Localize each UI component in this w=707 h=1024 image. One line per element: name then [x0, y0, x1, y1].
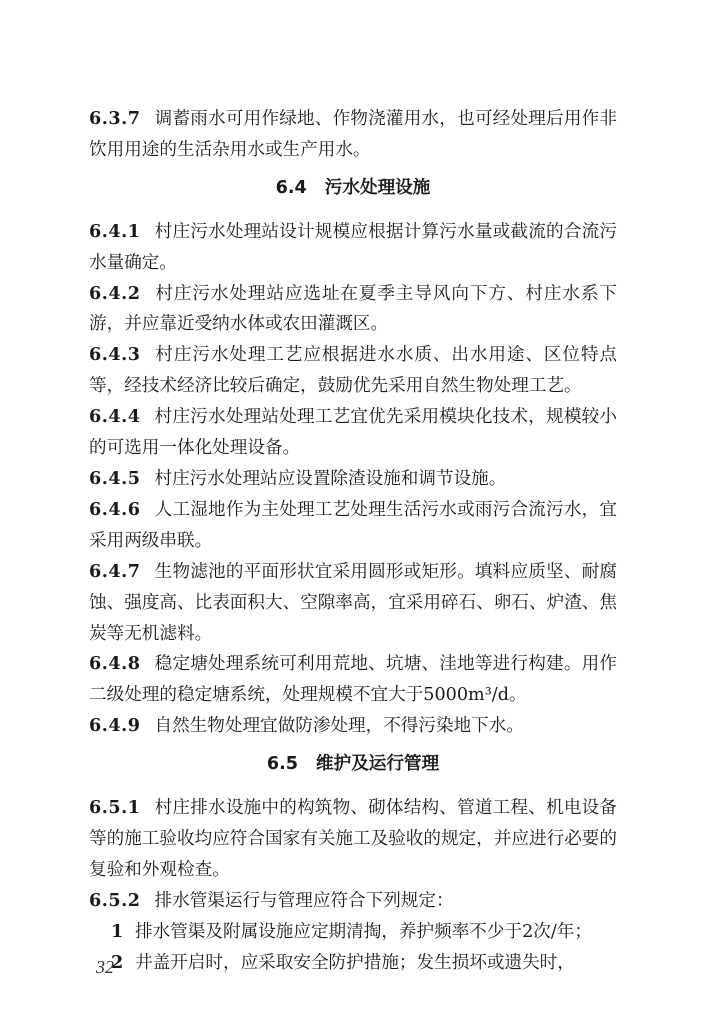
clause-6-4-1: [89, 217, 617, 279]
clause-6-5-2: [89, 886, 617, 917]
section-number: 6.4: [275, 177, 307, 198]
clause-number: 6.4.6: [89, 498, 141, 520]
clause-text: 村庄污水处理站应选址在夏季主导风向下方、村庄水系下游，并应靠近受纳水体或农田灌溉区。: [89, 283, 617, 335]
list-item: [89, 917, 617, 948]
clause-6-4-9: [89, 711, 617, 742]
clause-text: 稳定塘处理系统可利用荒地、坑塘、洼地等进行构建。用作二级处理的稳定塘系统，处理规模不宜大于5000m³/d。: [89, 654, 617, 706]
clause-text: 生物滤池的平面形状宜采用圆形或矩形。填料应质坚、耐腐蚀、强度高、比表面积大、空隙率高，宜采用碎石、卵石、炉渣、焦炭等无机滤料。: [89, 561, 617, 644]
clause-number: 6.4.2: [89, 282, 141, 304]
clause-6-4-4: [89, 402, 617, 464]
section-heading-6-4: [89, 173, 617, 204]
section-heading-6-5: [89, 749, 617, 780]
clause-text: 自然生物处理宜做防渗处理，不得污染地下水。: [154, 716, 524, 737]
clause-6-4-5: [89, 464, 617, 495]
section-number: 6.5: [266, 754, 298, 775]
clause-text: 村庄排水设施中的构筑物、砌体结构、管道工程、机电设备等的施工验收均应符合国家有关施工及验收的规定，并应进行必要的复验和外观检查。: [89, 798, 617, 880]
clause-number: 6.4.1: [89, 220, 141, 242]
clause-6-4-7: [89, 557, 617, 650]
clause-number: 6.4.4: [89, 406, 141, 428]
clause-text: 村庄污水处理站设计规模应根据计算污水量或截流的合流污水量确定。: [89, 221, 617, 273]
clause-6-4-6: [89, 495, 617, 557]
page-content: [89, 104, 617, 978]
list-item-number: 1: [111, 920, 124, 942]
clause-6-3-7: [89, 104, 617, 166]
clause-text: 调蓄雨水可用作绿地、作物浇灌用水，也可经处理后用作非饮用用途的生活杂用水或生产用水。: [89, 109, 617, 160]
section-title: 污水处理设施: [324, 177, 431, 198]
clause-number: 6.3.7: [89, 108, 141, 129]
clause-6-4-3: [89, 340, 617, 402]
list-item-text: 井盖开启时，应采取安全防护措施；发生损坏或遗失时，: [135, 952, 575, 973]
clause-6-5-1: [89, 793, 617, 886]
clause-number: 6.4.5: [89, 467, 141, 489]
clause-text: 村庄污水处理工艺应根据进水水质、出水用途、区位特点等，经技术经济比较后确定，鼓励优先采用自然生物处理工艺。: [89, 345, 617, 397]
list-item-text: 排水管渠及附属设施应定期清掏，养护频率不少于2次/年；: [135, 921, 592, 942]
clause-number: 6.4.7: [89, 560, 141, 582]
clause-text: 村庄污水处理站处理工艺宜优先采用模块化技术，规模较小的可选用一体化处理设备。: [89, 407, 617, 459]
clause-6-4-8: [89, 649, 617, 711]
page-number: 32: [96, 957, 114, 977]
clause-number: 6.4.3: [89, 344, 141, 366]
list-item: [89, 948, 617, 979]
clause-number: 6.5.2: [89, 889, 141, 911]
clause-text: 村庄污水处理站应设置除渣设施和调节设施。: [154, 468, 507, 489]
clause-number: 6.5.1: [89, 797, 141, 819]
section-title: 维护及运行管理: [316, 754, 440, 775]
clause-text: 排水管渠运行与管理应符合下列规定：: [154, 890, 454, 911]
clause-number: 6.4.9: [89, 715, 141, 737]
list-item-number: 2: [111, 951, 124, 973]
clause-number: 6.4.8: [89, 653, 141, 675]
clause-6-4-2: [89, 279, 617, 341]
clause-text: 人工湿地作为主处理工艺处理生活污水或雨污合流污水，宜采用两级串联。: [89, 499, 617, 551]
